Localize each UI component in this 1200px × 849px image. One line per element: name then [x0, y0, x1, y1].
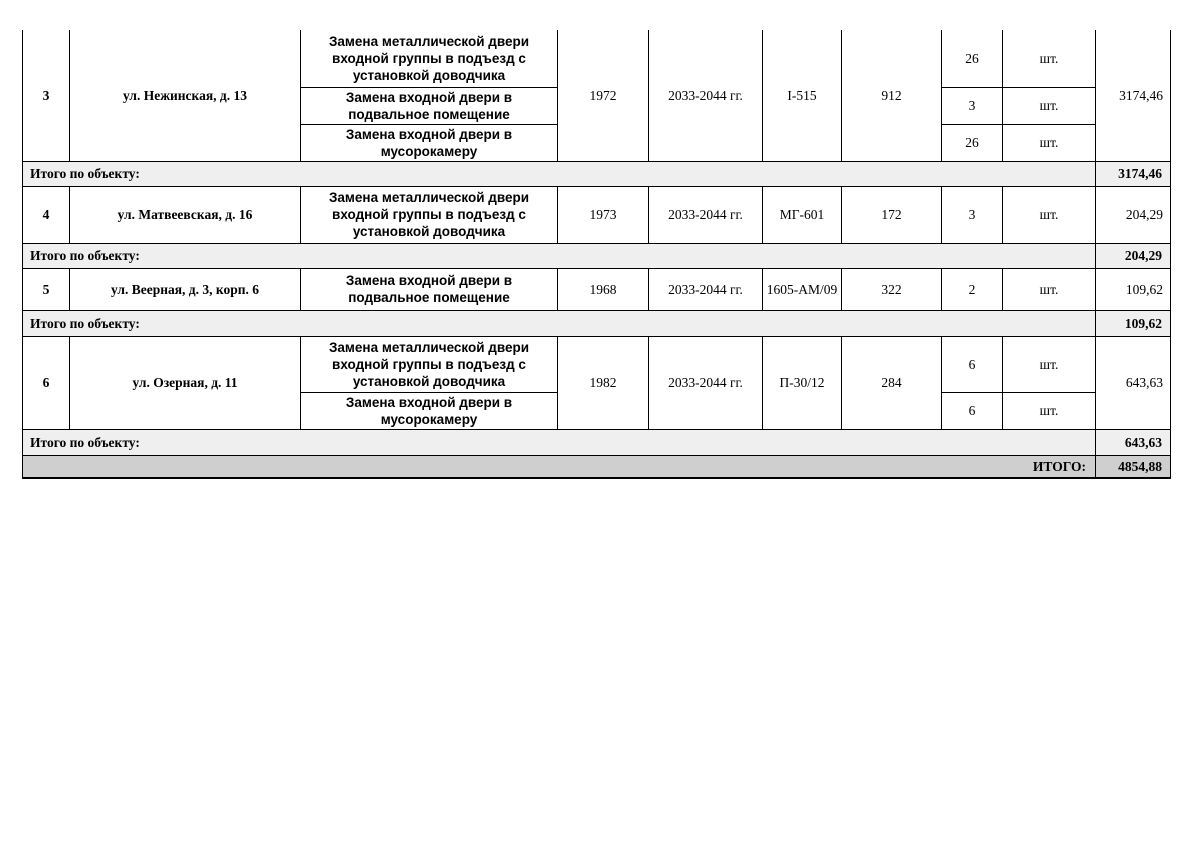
work-name: Замена входной двери в подвальное помещение [301, 268, 558, 310]
subtotal-row [23, 243, 1171, 268]
subtotal-label: Итого по объекту: [23, 243, 1096, 268]
work-qty: 26 [942, 30, 1003, 87]
object-address: ул. Озерная, д. 11 [70, 336, 301, 429]
work-unit: шт. [1003, 87, 1096, 124]
subtotal-label: Итого по объекту: [23, 161, 1096, 186]
table-row [23, 186, 1171, 243]
work-period: 2033-2044 гг. [649, 268, 763, 310]
subtotal-value: 109,62 [1096, 310, 1171, 336]
work-name: Замена входной двери в подвальное помещение [301, 87, 558, 124]
work-name: Замена входной двери в мусорокамеру [301, 124, 558, 161]
build-year: 1968 [558, 268, 649, 310]
work-name: Замена входной двери в мусорокамеру [301, 392, 558, 429]
work-qty: 26 [942, 124, 1003, 161]
work-name: Замена металлической двери входной группы в подъезд с установкой доводчика [301, 186, 558, 243]
work-qty: 3 [942, 87, 1003, 124]
work-qty: 6 [942, 336, 1003, 392]
subtotal-value: 204,29 [1096, 243, 1171, 268]
work-qty: 3 [942, 186, 1003, 243]
building-area: 172 [842, 186, 942, 243]
object-number: 3 [23, 30, 70, 161]
building-series: 1605-АМ/09 [763, 268, 842, 310]
building-series: П-30/12 [763, 336, 842, 429]
work-name: Замена металлической двери входной группы в подъезд с установкой доводчика [301, 30, 558, 87]
building-area: 912 [842, 30, 942, 161]
subtotal-value: 643,63 [1096, 429, 1171, 455]
grand-total-row [23, 455, 1171, 478]
works-table [22, 30, 1171, 479]
grand-total-value: 4854,88 [1096, 455, 1171, 478]
grand-total-label: ИТОГО: [23, 455, 1096, 478]
work-period: 2033-2044 гг. [649, 186, 763, 243]
subtotal-label: Итого по объекту: [23, 310, 1096, 336]
table-row [23, 336, 1171, 392]
subtotal-row [23, 429, 1171, 455]
object-cost: 3174,46 [1096, 30, 1171, 161]
work-unit: шт. [1003, 30, 1096, 87]
work-period: 2033-2044 гг. [649, 336, 763, 429]
subtotal-label: Итого по объекту: [23, 429, 1096, 455]
work-qty: 6 [942, 392, 1003, 429]
object-number: 5 [23, 268, 70, 310]
building-series: МГ-601 [763, 186, 842, 243]
work-period: 2033-2044 гг. [649, 30, 763, 161]
table-row [23, 30, 1171, 87]
work-unit: шт. [1003, 268, 1096, 310]
build-year: 1972 [558, 30, 649, 161]
object-cost: 643,63 [1096, 336, 1171, 429]
work-unit: шт. [1003, 336, 1096, 392]
work-unit: шт. [1003, 124, 1096, 161]
building-area: 322 [842, 268, 942, 310]
object-address: ул. Веерная, д. 3, корп. 6 [70, 268, 301, 310]
object-address: ул. Матвеевская, д. 16 [70, 186, 301, 243]
build-year: 1982 [558, 336, 649, 429]
subtotal-row [23, 161, 1171, 186]
work-qty: 2 [942, 268, 1003, 310]
work-unit: шт. [1003, 392, 1096, 429]
work-name: Замена металлической двери входной группы в подъезд с установкой доводчика [301, 336, 558, 392]
subtotal-value: 3174,46 [1096, 161, 1171, 186]
object-address: ул. Нежинская, д. 13 [70, 30, 301, 161]
object-cost: 109,62 [1096, 268, 1171, 310]
build-year: 1973 [558, 186, 649, 243]
object-cost: 204,29 [1096, 186, 1171, 243]
building-series: I-515 [763, 30, 842, 161]
table-row [23, 268, 1171, 310]
building-area: 284 [842, 336, 942, 429]
subtotal-row [23, 310, 1171, 336]
work-unit: шт. [1003, 186, 1096, 243]
object-number: 4 [23, 186, 70, 243]
object-number: 6 [23, 336, 70, 429]
